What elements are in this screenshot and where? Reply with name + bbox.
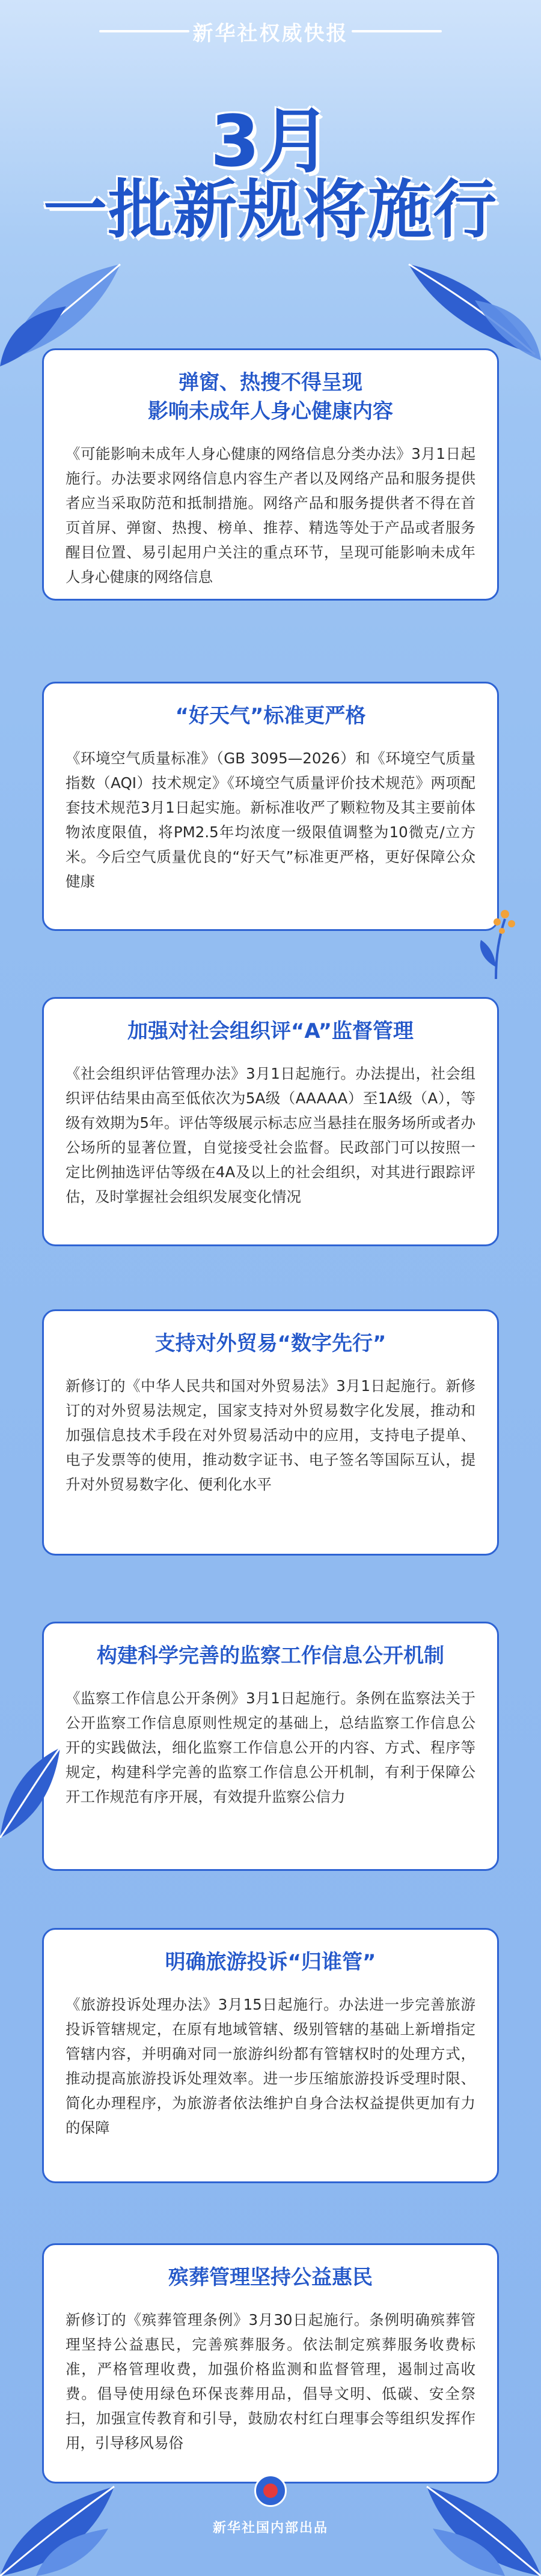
- xinhua-logo-icon: [254, 2474, 287, 2507]
- rule-card-funeral-management: [42, 2243, 499, 2484]
- rule-card-supervision-info: [42, 1622, 499, 1871]
- card-title: 构建科学完善的监察工作信息公开机制: [97, 1644, 444, 1668]
- rule-card-tourism-complaints: [42, 1928, 499, 2183]
- card-title: 明确旅游投诉“归谁管”: [165, 1950, 376, 1974]
- leaf-decoration-top-right-icon: [385, 240, 541, 360]
- leaf-decoration-bottom-right-icon: [403, 2450, 541, 2576]
- card-body: 新修订的《殡葬管理条例》3月30日起施行。条例明确殡葬管理坚持公益惠民，完善殡葬服务。依法制定殡葬服务收费标准，严格管理收费，加强价格监测和监督管理，遏制过高收费。倡导使用绿色环保丧葬用品，倡导文明、低碳、安全祭扫，加强宣传教育和引导，鼓励农村红白理事会等组织发挥作用，引导移风易俗: [66, 2311, 475, 2452]
- card-title: 殡葬管理坚持公益惠民: [168, 2265, 373, 2290]
- rule-card-foreign-trade: [42, 1309, 499, 1556]
- card-body: 《旅游投诉处理办法》3月15日起施行。办法进一步完善旅游投诉管辖规定，在原有地域管辖、级别管辖的基础上新增指定管辖内容，并明确对同一旅游纠纷都有管辖权时的处理方式，推动提高旅游投诉处理效率。进一步压缩旅游投诉受理时限、简化办理程序，为旅游者依法维护自身合法权益提供更加有力的保障: [66, 1996, 475, 2136]
- page-title: 一批新规将施行: [43, 173, 498, 247]
- flower-decoration-icon: [472, 901, 520, 979]
- brand-label: 新华社权威快报: [192, 22, 349, 46]
- card-body: 《环境空气质量标准》（GB 3095—2026）和《环境空气质量指数（AQI）技术规定》《环境空气质量评价技术规范》两项配套技术规范3月1日起实施。新标准收严了颗粒物及其主要前体物浓度限值，将PM2.5年均浓度一级限值调整为10微克/立方米。今后空气质量优良的“好天气”标准更严格，更好保障公众健康: [66, 750, 475, 890]
- leaf-decoration-middle-left-icon: [0, 1736, 66, 1838]
- card-body: 《可能影响未成年人身心健康的网络信息分类办法》3月1日起施行。办法要求网络信息内容生产者以及网络产品和服务提供者应当采取防范和抵制措施。网络产品和服务提供者不得在首页首屏、弹窗、热搜、榜单、推荐、精选等处于产品或者服务醒目位置、易引起用户关注的重点环节，呈现可能影响未成年人身心健康的网络信息: [66, 445, 475, 586]
- card-title: 弹窗、热搜不得呈现 影响未成年人身心健康内容: [148, 371, 393, 423]
- rule-card-air-quality: [42, 682, 499, 931]
- brand-divider-right: [352, 30, 442, 32]
- page-title-month: 3月: [210, 100, 331, 183]
- rule-card-minors-content: [42, 348, 499, 601]
- card-body: 新修订的《中华人民共和国对外贸易法》3月1日起施行。新修订的对外贸易法规定，国家支持对外贸易数字化发展，推动和加强信息技术手段在对外贸易活动中的应用，支持电子提单、电子发票等的使用，推动数字证书、电子签名等国际互认，提升对外贸易数字化、便利化水平: [66, 1377, 475, 1493]
- header: [0, 0, 541, 282]
- card-title: 支持对外贸易“数字先行”: [154, 1332, 387, 1356]
- leaf-decoration-bottom-left-icon: [0, 2450, 138, 2576]
- card-title: “好天气”标准更严格: [175, 704, 366, 728]
- footer-credit: 新华社国内部出品: [212, 2521, 328, 2536]
- card-body: 《社会组织评估管理办法》3月1日起施行。办法提出，社会组织评估结果由高至低依次为5A级（AAAAA）至1A级（A），等级有效期为5年。评估等级展示标志应当悬挂在服务场所或者办公场所的显著位置，自觉接受社会监督。民政部门可以按照一定比例抽选评估等级在4A及以上的社会组织，对其进行跟踪评估，及时掌握社会组织发展变化情况: [66, 1065, 475, 1205]
- rule-card-social-organization: [42, 997, 499, 1246]
- card-body: 《监察工作信息公开条例》3月1日起施行。条例在监察法关于公开监察工作信息原则性规定的基础上，总结监察工作信息公开的实践做法，细化监察工作信息公开的内容、方式、程序等规定，构建科学完善的监察工作信息公开机制，有利于保障公开工作规范有序开展，有效提升监察公信力: [66, 1690, 475, 1805]
- card-title: 加强对社会组织评“A”监督管理: [127, 1019, 414, 1043]
